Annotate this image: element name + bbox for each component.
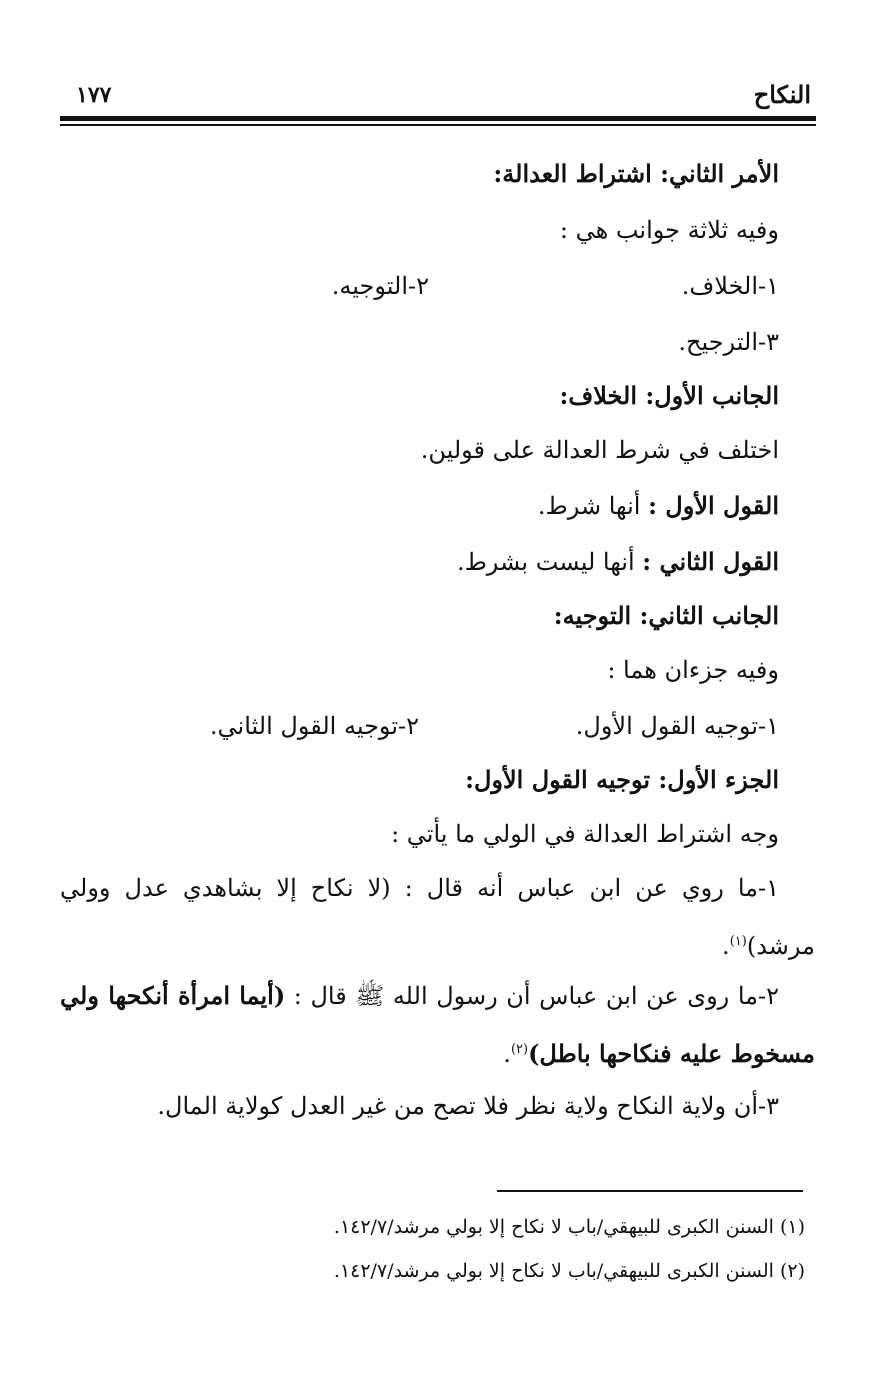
aspect-item-3: ٣-الترجيح. bbox=[678, 328, 779, 356]
section-heading-part-1: الجزء الأول: توجيه القول الأول: bbox=[465, 765, 779, 794]
part-item-2: ٢-توجيه القول الثاني. bbox=[209, 712, 419, 740]
opinion-1-text: أنها شرط. bbox=[537, 492, 649, 520]
opinion-2-label: القول الثاني : bbox=[642, 547, 779, 576]
opinion-1-label: القول الأول : bbox=[648, 491, 779, 520]
reason-3: ٣-أن ولاية النكاح ولاية نظر فلا تصح من غير العدل كولاية المال. bbox=[157, 1092, 779, 1120]
reason-1-cont: مرشد) bbox=[746, 932, 815, 960]
page-number: ١٧٧ bbox=[76, 82, 112, 108]
reason-2-line-2 bbox=[503, 1032, 815, 1072]
reason-1-line-1: ١-ما روي عن ابن عباس أنه قال : (لا نكاح إلا بشاهدي عدل وولي bbox=[60, 874, 779, 902]
footnote-ref-2: (٢) bbox=[510, 1042, 529, 1057]
khilaf-paragraph: اختلف في شرط العدالة على قولين. bbox=[420, 436, 779, 464]
aspect-item-2: ٢-التوجيه. bbox=[331, 272, 429, 300]
reason-2-prefix: ٢-ما روى عن ابن عباس أن رسول الله ﷺ قال : bbox=[285, 982, 780, 1010]
reason-1-end: . bbox=[722, 932, 730, 960]
header-rule-thin bbox=[60, 124, 816, 126]
footnote-separator bbox=[497, 1190, 803, 1192]
reasons-intro: وجه اشتراط العدالة في الولي ما يأتي : bbox=[391, 820, 779, 848]
reason-2-hadith-end: مسخوط عليه فنكاحها باطل) bbox=[528, 1039, 815, 1068]
opinion-2-text: أنها ليست بشرط. bbox=[456, 548, 643, 576]
aspects-intro: وفيه ثلاثة جوانب هي : bbox=[559, 216, 779, 244]
parts-intro: وفيه جزءان هما : bbox=[607, 656, 779, 684]
section-heading-khilaf: الجانب الأول: الخلاف: bbox=[559, 381, 779, 410]
section-heading-condition: الأمر الثاني: اشتراط العدالة: bbox=[493, 159, 779, 188]
opinion-1 bbox=[538, 488, 779, 524]
footnote-ref-1: (١) bbox=[729, 934, 747, 949]
opinion-2 bbox=[457, 544, 779, 580]
reason-2-hadith-start: (أيما امرأة أنكحها ولي bbox=[60, 981, 286, 1010]
footnote-2: (٢) السنن الكبرى للبيهقي/باب لا نكاح إلا بولي مرشد/١٤٢/٧. bbox=[333, 1260, 805, 1282]
section-heading-tawjih: الجانب الثاني: التوجيه: bbox=[553, 601, 779, 630]
reason-2-end: . bbox=[503, 1040, 511, 1068]
reason-1-line-2 bbox=[722, 924, 815, 964]
header-rule-thick bbox=[60, 116, 816, 121]
footnote-1: (١) السنن الكبرى للبيهقي/باب لا نكاح إلا بولي مرشد/١٤٢/٧. bbox=[333, 1216, 805, 1238]
aspect-item-1: ١-الخلاف. bbox=[681, 272, 779, 300]
part-item-1: ١-توجيه القول الأول. bbox=[575, 712, 779, 740]
running-header-title: النكاح bbox=[753, 80, 811, 109]
reason-2-line-1 bbox=[60, 978, 779, 1014]
